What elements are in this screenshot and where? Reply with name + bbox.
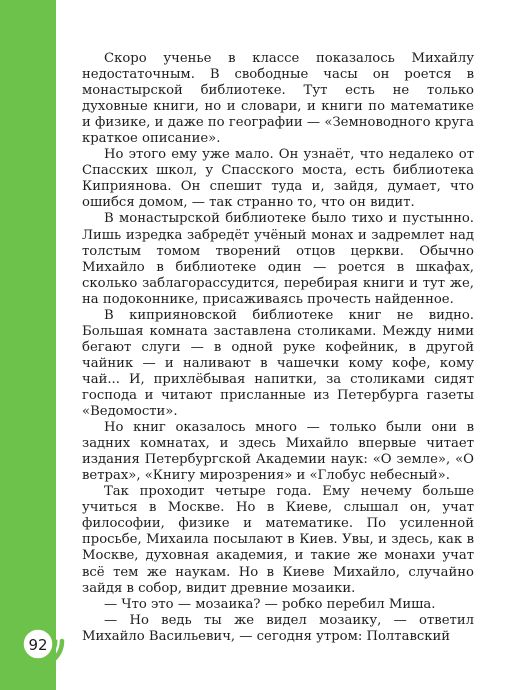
page-number-badge (8, 612, 66, 670)
paragraph-8: — Но ведь ты же видел мозаику, — ответил Михайло Васильевич, — сегодня утром: Полтавский (82, 612, 474, 644)
paragraph-4: В киприяновской библиотеке книг не видно. Большая комната заставлена столиками. Между ними бегают слуги — в одной руке кофейник, в другой чайник — и наливают в чашечки кому кофе, кому чай... И, прихлёбывая напитки, за столиками сидят господа и читают присланные из Петербурга газеты «Ведомости». (82, 307, 474, 420)
main-text (82, 51, 474, 645)
page-number: 92 (28, 636, 48, 654)
paragraph-2: Но этого ему уже мало. Он узнаёт, что недалеко от Спасских школ, у Спасского моста, есть библиотека Киприянова. Он спешит туда и, зайдя, думает, что ошибся домом, — так странно то, что он видит. (82, 147, 474, 211)
paragraph-5: Но книг оказалось много — только были они в задних комнатах, и здесь Михайло впервые читает издания Петербургской Академии наук: «О земле», «О ветрах», «Книгу мирозрения» и «Глобус небесный». (82, 420, 474, 484)
side-color-stripe (0, 0, 56, 690)
paragraph-7: — Что это — мозаика? — робко перебил Миша. (104, 596, 436, 612)
paragraph-3: В монастырской библиотеке было тихо и пустынно. Лишь изредка забредёт учёный монах и задремлет над толстым томом творений отцов церкви. Обычно Михайло в библиотеке один — роется в шкафах, сколько заблагорассудится, перебирая книги и тут же, на подоконнике, присаживаясь прочесть найденное. (82, 211, 474, 307)
paragraph-1: Скоро ученье в классе показалось Михайлу недостаточным. В свободные часы он роется в монастырской библиотеке. Тут есть не только духовные книги, но и словари, и книги по математике и физике, и даже по географии — «Земноводного круга краткое описание». (82, 51, 474, 147)
paragraph-6: Так проходит четыре года. Ему нечему больше учиться в Москве. Но в Киеве, слышал он, учат философии, физике и математике. По усиленной просьбе, Михаила посылают в Киев. Увы, и здесь, как в Москве, духовная академия, и такие же монахи учат всё тем же наукам. Но в Киеве Михайло, случайно зайдя в собор, видит древние мозаики. (82, 484, 474, 596)
